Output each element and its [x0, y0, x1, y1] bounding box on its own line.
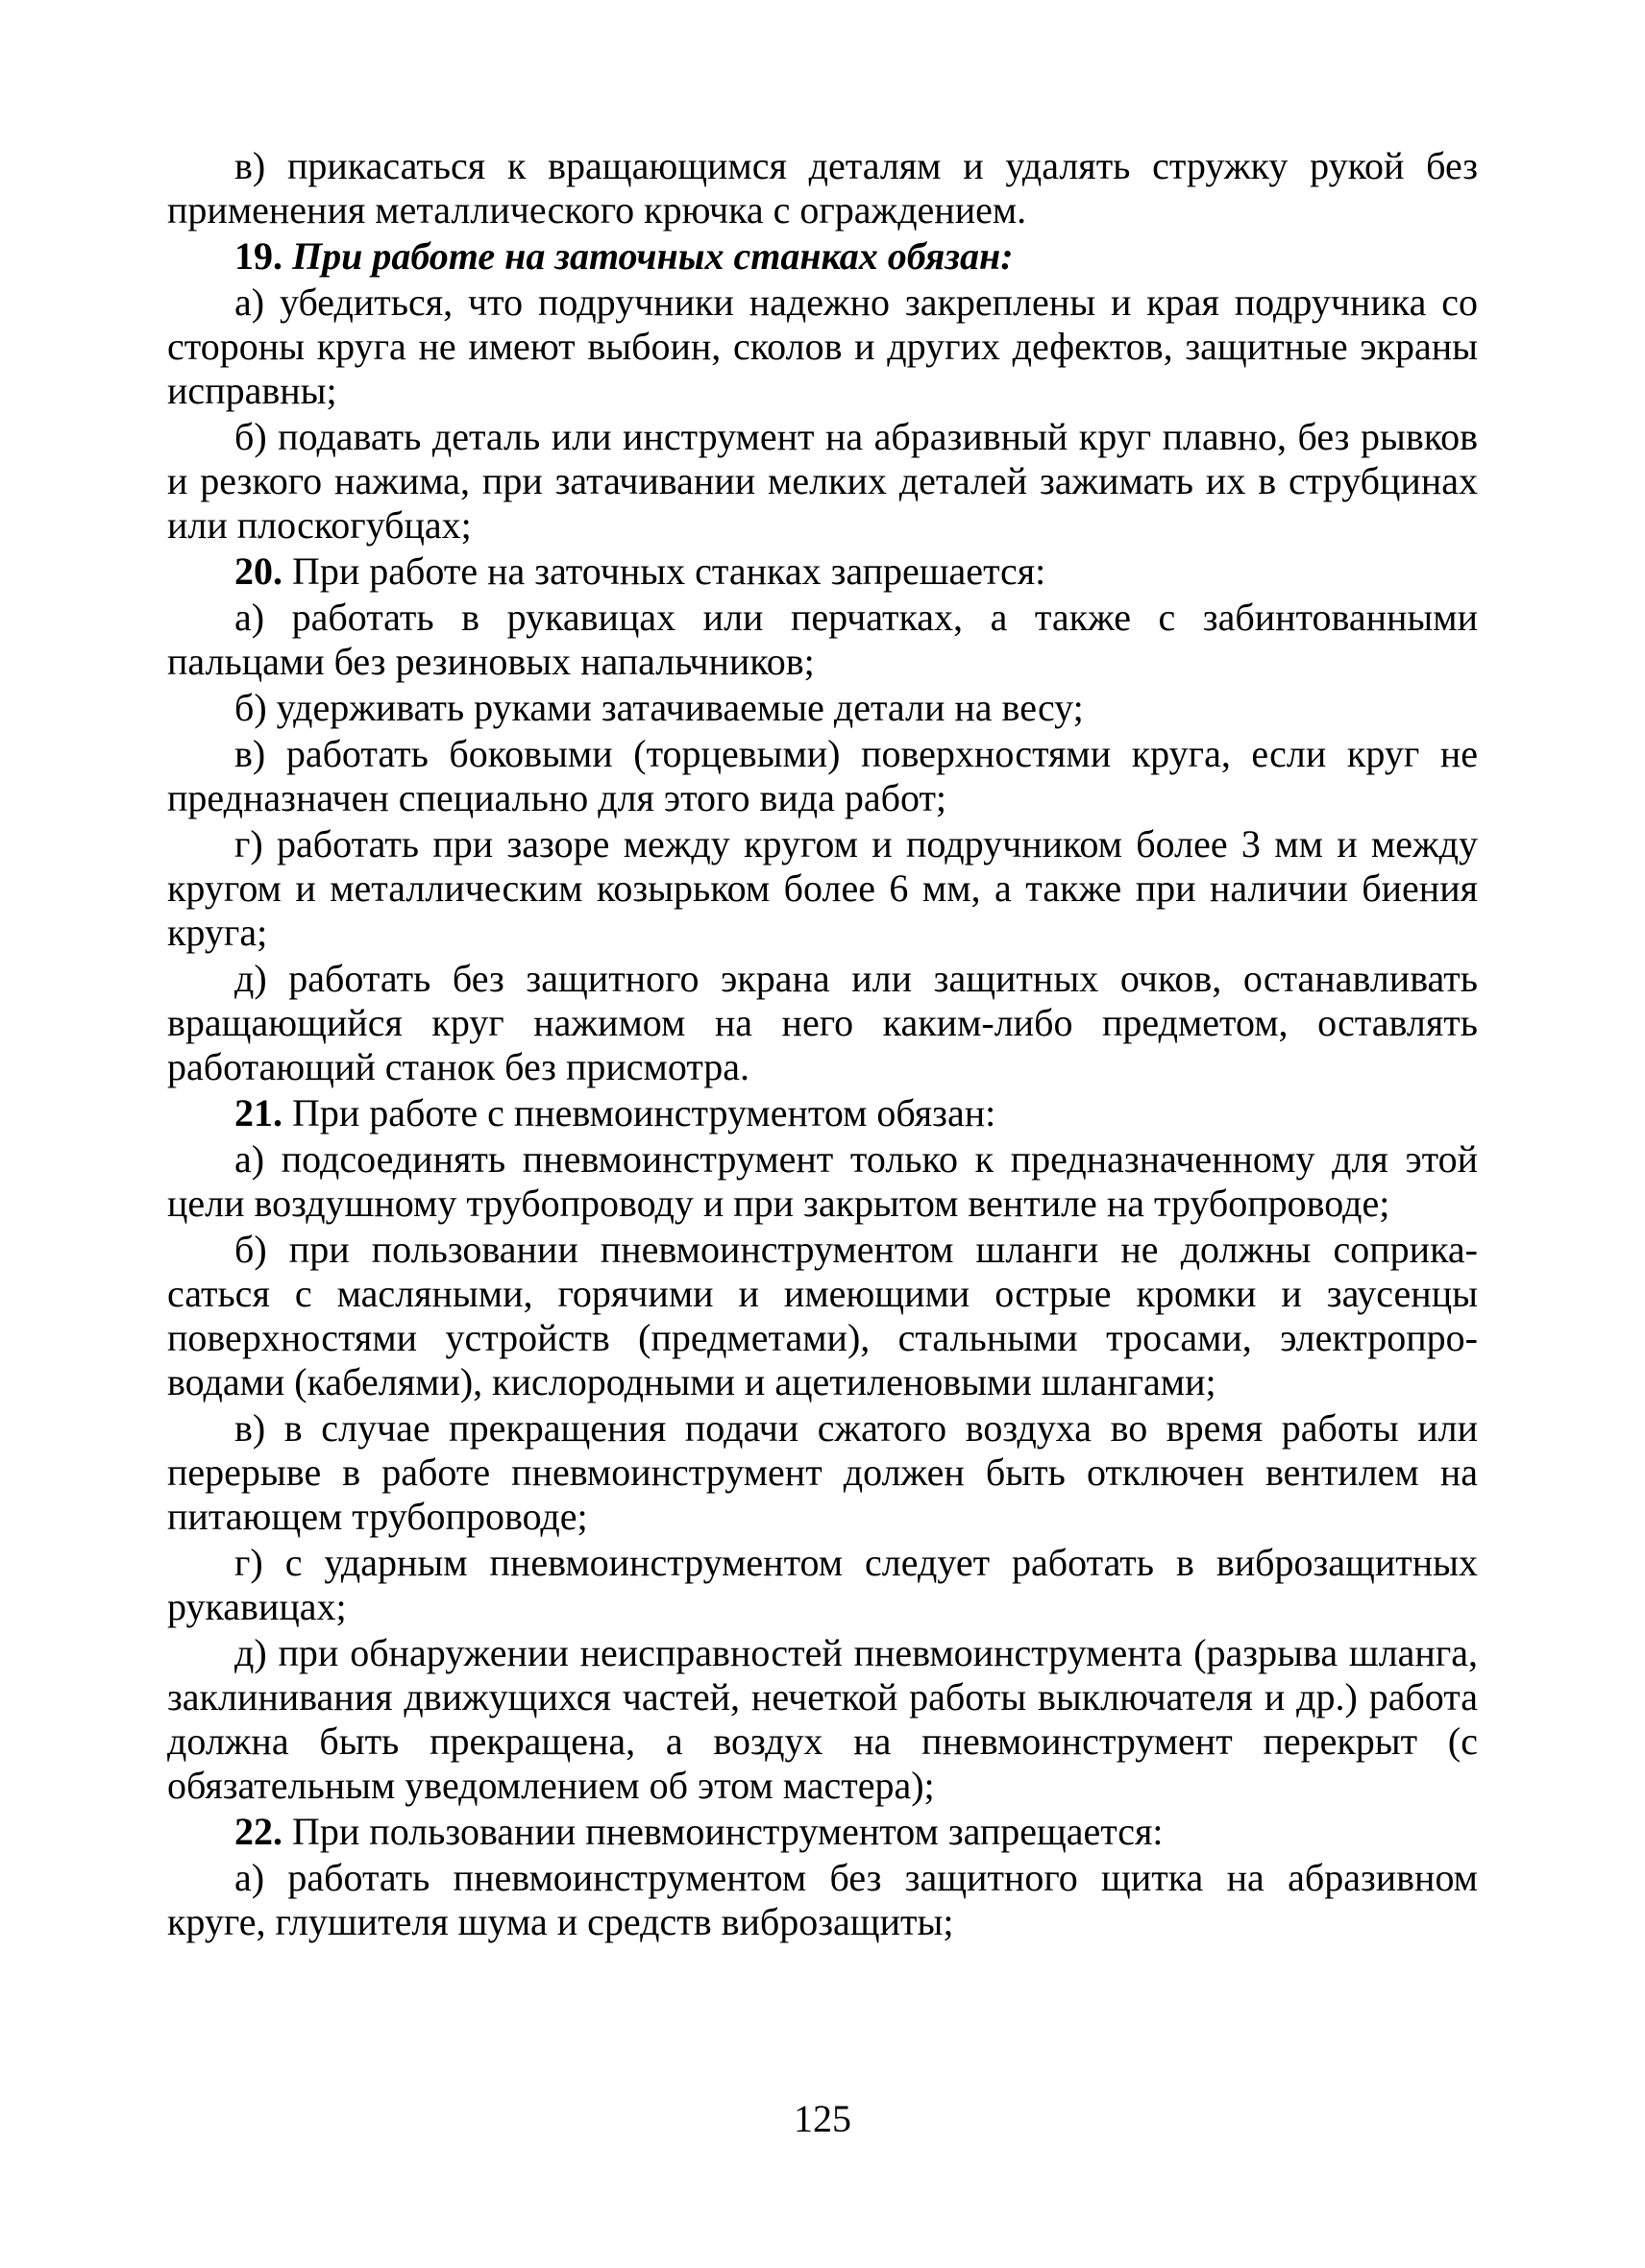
paragraph-20v — [167, 732, 1478, 820]
paragraph-text: д) работать без защитного экрана или защитных очков, останавливать вращающийся круг нажимом на него каким-либо предметом, оставлять работающий станок без присмотра. — [167, 957, 1478, 1088]
paragraph-text: а) работать в рукавицах или перчатках, а также с забинтованными пальцами без резиновых напальчников; — [167, 596, 1478, 683]
section-20-heading — [167, 549, 1478, 594]
paragraph-text: б) при пользовании пневмоинструментом шланги не должны соприкасаться с масляными, горячими и имеющими острые кромки и заусенцы поверхностями устройств (предметами), стальными тросами, электропроводами (кабелями), кислородными и ацетиленовыми шлангами; — [167, 1228, 1478, 1403]
section-number: 20. — [234, 549, 282, 593]
paragraph-text: в) прикасаться к вращающимся деталям и удалять стружку рукой без применения металлического крючка с ограждением. — [167, 144, 1478, 232]
section-heading-text: При работе на заточных станках запрешается: — [292, 549, 1046, 593]
paragraph-21b — [167, 1228, 1478, 1404]
section-number: 22. — [234, 1810, 282, 1853]
paragraph-text: в) в случае прекращения подачи сжатого воздуха во время работы или перерыве в работе пневмоинструмент должен быть отключен вентилем на питающем трубопроводе; — [167, 1406, 1478, 1538]
paragraph-text: а) убедиться, что подручники надежно закреплены и края подручника со стороны круга не имеют выбоин, сколов и других дефектов, защитные экраны исправны; — [167, 280, 1478, 412]
paragraph-20d — [167, 957, 1478, 1089]
section-heading-text: При пользовании пневмоинструментом запрещается: — [292, 1810, 1164, 1853]
paragraph-text: г) работать при зазоре между кругом и подручником более 3 мм и между кругом и металлическим козырьком более 6 мм, а также при наличии биения круга; — [167, 822, 1478, 954]
paragraph-21v — [167, 1406, 1478, 1539]
section-19-heading — [167, 234, 1478, 279]
paragraph-text: г) с ударным пневмоинструментом следует работать в виброзащитных рукавицах; — [167, 1541, 1478, 1628]
paragraph-20a — [167, 596, 1478, 684]
section-heading-text: При работе на заточных станках обязан: — [292, 234, 1014, 278]
paragraph-21g — [167, 1541, 1478, 1629]
document-page — [167, 144, 1478, 1946]
paragraph-text: б) подавать деталь или инструмент на абразивный круг плавно, без рывков и резкого нажима, при затачивании мелких деталей зажимать их в струбцинах или плоскогубцах; — [167, 415, 1478, 547]
section-22-heading — [167, 1810, 1478, 1854]
paragraph-text: а) подсоединять пневмоинструмент только к предназначенному для этой цели воздушному трубопроводу и при закрытом вентиле на трубопроводе; — [167, 1137, 1478, 1225]
paragraph-21a — [167, 1137, 1478, 1226]
paragraph-v-touching — [167, 144, 1478, 232]
paragraph-text: в) работать боковыми (торцевыми) поверхностями круга, если круг не предназначен специально для этого вида работ; — [167, 732, 1478, 819]
section-number: 19. — [234, 234, 282, 278]
paragraph-20b — [167, 686, 1478, 730]
page-number: 125 — [794, 2097, 851, 2140]
paragraph-19a — [167, 280, 1478, 413]
paragraph-text: д) при обнаружении неисправностей пневмоинструмента (разрыва шланга, заклинивания движущихся частей, нечеткой работы выключателя и др.) работа должна быть прекращена, а воздух на пневмоинструмент перекрыт (с обязательным уведомлением об этом мастера); — [167, 1631, 1478, 1807]
paragraph-19b — [167, 415, 1478, 548]
paragraph-20g — [167, 822, 1478, 955]
paragraph-text: б) удерживать руками затачиваемые детали на весу; — [234, 686, 1084, 729]
section-21-heading — [167, 1091, 1478, 1135]
section-heading-text: При работе с пневмоинструментом обязан: — [292, 1091, 996, 1134]
paragraph-22a — [167, 1856, 1478, 1944]
paragraph-text: а) работать пневмоинструментом без защитного щитка на абразивном круге, глушителя шума и средств виброзащиты; — [167, 1856, 1478, 1943]
section-number: 21. — [234, 1091, 282, 1134]
paragraph-21d — [167, 1631, 1478, 1808]
